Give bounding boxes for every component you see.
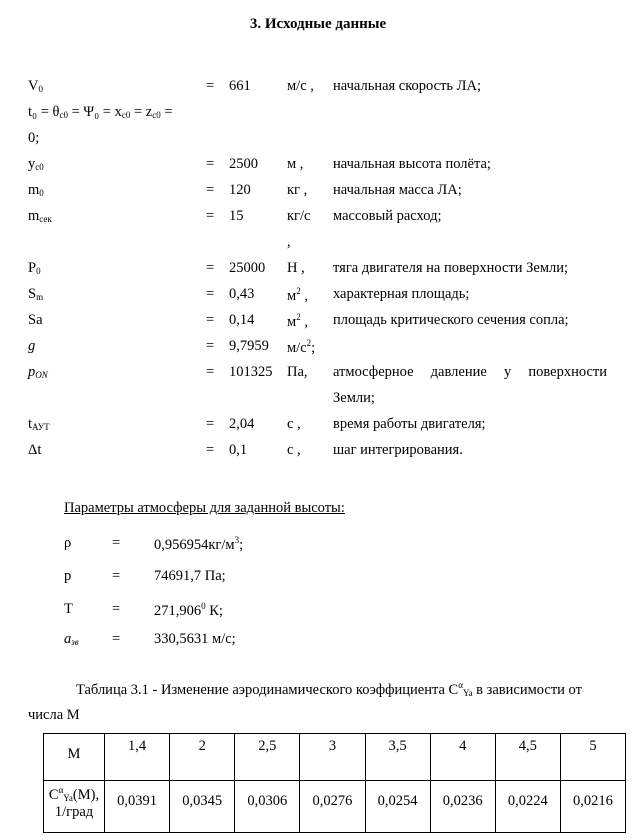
mach-cell: 3: [300, 734, 365, 781]
equals-sign: =: [206, 338, 215, 354]
table-header-m: М: [44, 734, 105, 781]
param-unit: $м^2$ ,: [287, 286, 308, 304]
atmosphere-heading: Параметры атмосферы для заданной высоты:: [64, 500, 345, 516]
atmo-symbol: ρ: [64, 535, 72, 551]
param-symbol: Sa: [28, 312, 43, 328]
param-description: тяга двигателя на поверхности Земли;: [333, 260, 569, 276]
coefficient-cell: 0,0236: [430, 781, 495, 833]
param-symbol: $t_{АУТ}$: [28, 416, 50, 432]
atmo-symbol: $a_{зв}$: [64, 631, 79, 647]
mach-cell: 5: [560, 734, 625, 781]
param-description: характерная площадь;: [333, 286, 470, 302]
param-value: 15: [229, 208, 244, 224]
equals-sign: =: [206, 364, 215, 380]
equals-sign: =: [112, 535, 121, 551]
param-description: время работы двигателя;: [333, 416, 486, 432]
param-unit: с ,: [287, 442, 301, 458]
param-unit: $м^2$ ,: [287, 312, 308, 330]
equals-sign: =: [206, 312, 215, 328]
equals-sign: =: [206, 442, 215, 458]
param-unit: с ,: [287, 416, 301, 432]
param-unit: Н ,: [287, 260, 305, 276]
param-value: 2500: [229, 156, 258, 172]
param-unit: $м/с^2$;: [287, 338, 316, 356]
table-row-mach: [44, 734, 626, 781]
param-unit-cont: ,: [287, 234, 291, 250]
param-symbol: $P_0$: [28, 260, 41, 276]
mach-cell: 2: [170, 734, 235, 781]
param-description: шаг интегрирования.: [333, 442, 463, 458]
param-value: 0,14: [229, 312, 255, 328]
coefficient-cell: 0,0345: [170, 781, 235, 833]
coefficient-cell: 0,0276: [300, 781, 365, 833]
param-symbol: $V_0$: [28, 78, 43, 94]
equals-sign: =: [206, 416, 215, 432]
section-title: 3. Исходные данные: [249, 16, 387, 32]
equals-sign: =: [112, 631, 121, 647]
initial-conditions-label: $t_0 = \theta_{c0} = \Psi_0 = x_{c0} = z_{c0}$ =: [28, 104, 173, 120]
initial-conditions-value: 0;: [28, 130, 40, 146]
atmo-value: 271,906$^0$ К;: [154, 601, 223, 619]
param-symbol: $p_{ON}$: [28, 364, 48, 380]
equals-sign: =: [206, 156, 215, 172]
param-unit: кг ,: [287, 182, 308, 198]
mach-cell: 1,4: [105, 734, 170, 781]
param-description: начальная высота полёта;: [333, 156, 491, 172]
atmo-value: $0,956954кг/м^3$;: [154, 535, 244, 553]
param-unit: Па,: [287, 364, 308, 380]
param-value: 101325: [229, 364, 273, 380]
coefficient-cell: 0,0216: [560, 781, 625, 833]
table-row-coefficient: [44, 781, 626, 833]
param-description: массовый расход;: [333, 208, 442, 224]
table-caption: Таблица 3.1 - Изменение аэродинамического коэффициента $C^\alpha_{Ya}$ в зависимости от: [76, 680, 582, 698]
param-symbol: Δt: [28, 442, 42, 458]
atmo-symbol: p: [64, 568, 72, 584]
equals-sign: =: [112, 568, 121, 584]
param-symbol: $m_{сек}$: [28, 208, 52, 224]
param-description: начальная скорость ЛА;: [333, 78, 482, 94]
equals-sign: =: [206, 78, 215, 94]
mach-cell: 2,5: [235, 734, 300, 781]
atmo-value: 330,5631 м/с;: [154, 631, 236, 647]
equals-sign: =: [206, 182, 215, 198]
equals-sign: =: [206, 208, 215, 224]
param-symbol: $S_m$: [28, 286, 44, 302]
param-description: начальная масса ЛА;: [333, 182, 462, 198]
param-unit: м ,: [287, 156, 304, 172]
param-value: 120: [229, 182, 251, 198]
param-unit: кг/с: [287, 208, 311, 224]
equals-sign: =: [112, 601, 121, 617]
equals-sign: =: [206, 286, 215, 302]
mach-cell: 4,5: [495, 734, 560, 781]
coefficient-cell: 0,0391: [105, 781, 170, 833]
equals-sign: =: [206, 260, 215, 276]
param-description-cont: Земли;: [333, 390, 375, 406]
coefficient-cell: 0,0254: [365, 781, 430, 833]
param-symbol: $m_0$: [28, 182, 44, 198]
param-value: 9,7959: [229, 338, 269, 354]
mach-cell: 3,5: [365, 734, 430, 781]
param-unit: м/с ,: [287, 78, 314, 94]
atmo-symbol: T: [64, 601, 73, 617]
table-row-label: $C^\alpha_{Ya}(M)$, 1/град: [44, 781, 105, 833]
mach-cell: 4: [430, 734, 495, 781]
atmo-value: 74691,7 Па;: [154, 568, 226, 584]
coefficient-cell: 0,0224: [495, 781, 560, 833]
param-value: 0,43: [229, 286, 255, 302]
coefficient-cell: 0,0306: [235, 781, 300, 833]
param-symbol: g: [28, 338, 36, 354]
param-value: 2,04: [229, 416, 255, 432]
table-caption-cont: числа М: [28, 707, 80, 723]
coefficient-table: [43, 733, 626, 833]
param-description: атмосферное давление у поверхности: [333, 364, 607, 380]
param-value: 25000: [229, 260, 266, 276]
param-description: площадь критического сечения сопла;: [333, 312, 569, 328]
param-symbol: $y_{c0}$: [28, 156, 44, 172]
param-value: 0,1: [229, 442, 248, 458]
param-value: 661: [229, 78, 251, 94]
